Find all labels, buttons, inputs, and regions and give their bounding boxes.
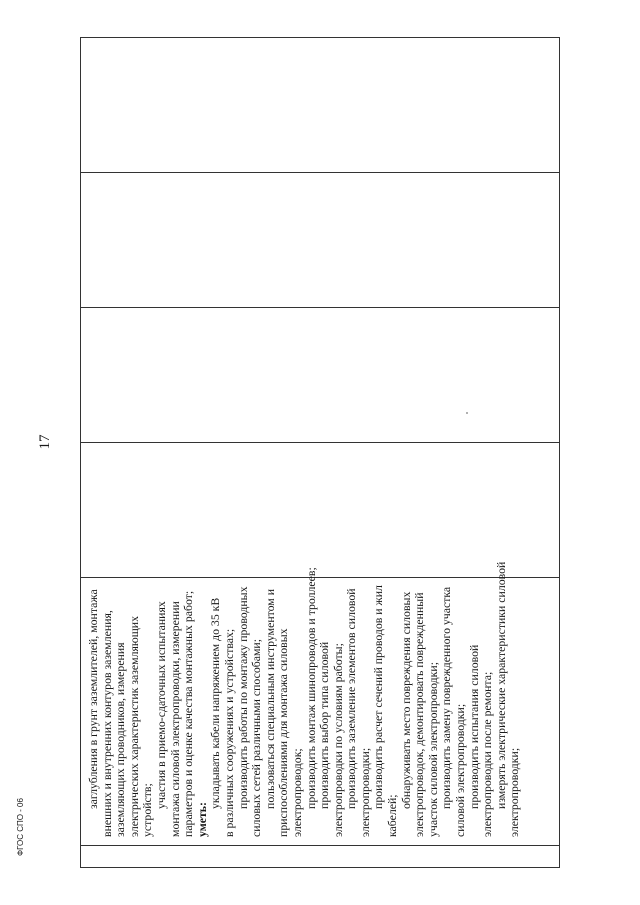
text-line: заглубления в грунт заземлителей, монтажа [86, 588, 100, 809]
text-line: электрических характеристик заземляющих [126, 615, 141, 837]
table-cell-content [81, 561, 560, 845]
text-line: электропроводки; [507, 747, 522, 837]
text-line: устройств; [140, 782, 155, 837]
text-line: электропроводки по условиям работы; [330, 642, 345, 837]
text-line: производить замену поврежденного участка [439, 586, 454, 809]
text-line: внешних и внутренних контуров заземления, [99, 609, 114, 837]
text-line: силовых сетей различными способами; [249, 638, 264, 837]
text-line: укладывать кабели напряжением до 35 кВ [208, 597, 223, 809]
text-line: силовой электропроводки; [453, 703, 468, 837]
text-line: производить работы по монтажу проводных [235, 585, 250, 809]
text-line: производить выбор типа силовой [317, 641, 332, 809]
text-line: в различных сооружениях и устройствах; [221, 628, 236, 837]
text-line: производить расчет сечений проводов и жил [371, 584, 386, 809]
text-line: монтажа силовой электропроводки, измерении [167, 600, 182, 837]
rotated-page [80, 38, 560, 868]
text-line: электропроводки; [357, 747, 372, 837]
text-line: участок силовой электропроводки; [425, 661, 440, 837]
text-line-heading: уметь: [194, 801, 209, 837]
text-line: измерять электрические характеристики силовой [493, 561, 508, 809]
text-line: кабелей; [385, 793, 400, 837]
text-line: заземляющих проводников, измерения [113, 641, 128, 837]
text-line: производить монтаж шинопроводов и троллеев; [303, 566, 318, 809]
footer-label: ФГОС СПО - 06 [16, 798, 25, 856]
text-line: электропроводок, демонтировать поврежденный [412, 591, 427, 837]
page-number: 17 [37, 434, 53, 450]
text-line: параметров и оценке качества монтажных работ; [181, 590, 196, 837]
text-line: приспособлениями для монтажа силовых [276, 627, 291, 837]
table-cell-empty [81, 307, 560, 442]
text-line: электропроводки после ремонта; [480, 671, 495, 837]
text-line: производить заземление элементов силовой [344, 587, 359, 809]
text-line: производить испытания силовой [466, 644, 481, 809]
table-row [81, 37, 560, 867]
text-line: пользоваться специальным инструментом и [262, 588, 277, 809]
scan-speck [466, 412, 468, 414]
table-cell-empty [81, 442, 560, 577]
table-cell-index [81, 845, 560, 867]
text-line: обнаруживать место повреждения силовых [398, 591, 413, 809]
table-cell-empty [81, 172, 560, 307]
requirements-text [86, 561, 522, 837]
text-line: участия в приемо-сдаточных испытаниях [153, 600, 168, 809]
text-line: электропроводок; [289, 747, 304, 837]
curriculum-table [80, 37, 560, 868]
table-cell-empty [81, 37, 560, 172]
